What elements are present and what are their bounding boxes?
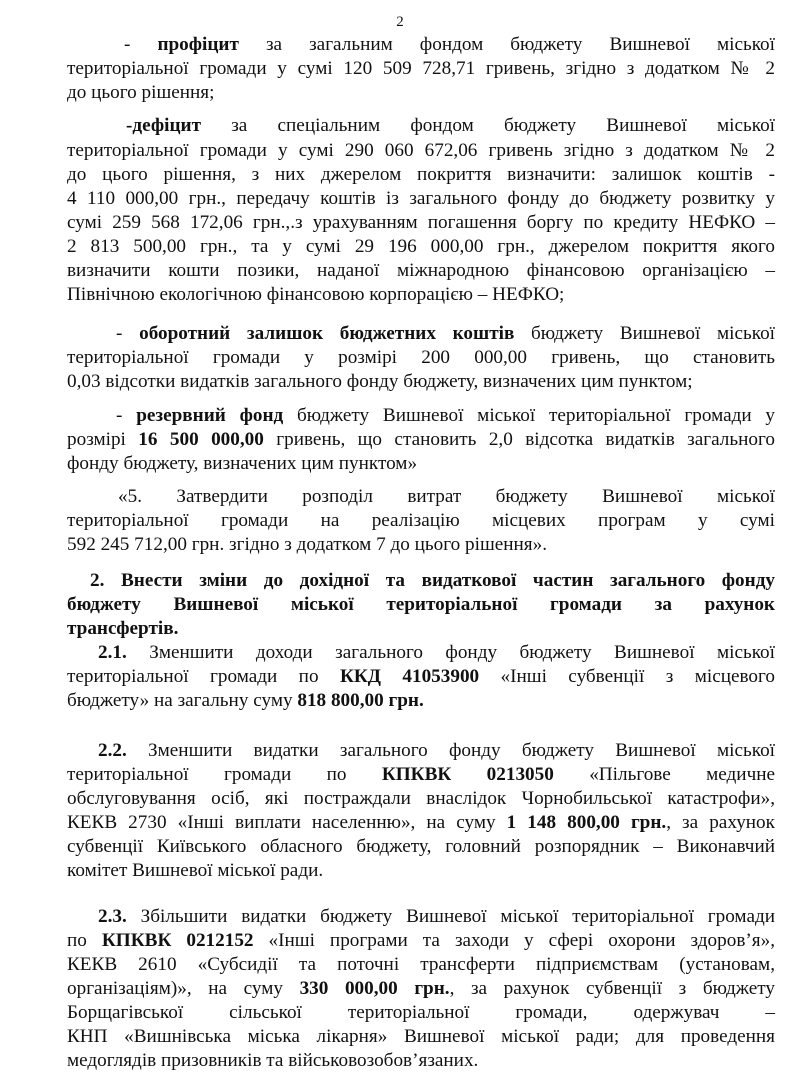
amount: 1 148 800,00 грн.: [506, 812, 667, 833]
text: , за рахунок субвенції з бюджету: [449, 978, 775, 999]
paragraph-programs-line-2: територіальної громади на реалізацію місцевих програм у сумі: [67, 510, 775, 531]
text: розмірі: [67, 429, 139, 450]
paragraph-deficit-line-3: до цього рішення, з них джерелом покриття визначити: залишок коштів -: [67, 164, 775, 185]
dash: -: [116, 405, 137, 426]
term-surplus: профіцит: [157, 34, 239, 55]
paragraph-programs-line-3: 592 245 712,00 грн. згідно з додатком 7 до цього рішення».: [67, 534, 548, 555]
paragraph-deficit-line-8: Північною екологічною фінансовою корпорацією – НЕФКО;: [67, 284, 565, 305]
term-working-balance: оборотний залишок бюджетних коштів: [139, 323, 515, 344]
section-2-2-line-6: комітет Вишневої міської ради.: [67, 860, 324, 881]
text: за загальним фондом бюджету Вишневої міської: [238, 34, 775, 55]
text: бюджету Вишневої міської: [514, 323, 776, 344]
amount: 818 800,00 грн.: [297, 690, 424, 711]
paragraph-deficit-line-2: територіальної громади у сумі 290 060 672,06 гривень згідно з додатком № 2: [67, 140, 775, 161]
section-2-3-line-5: Борщагівської сільської територіальної громади, одержувач –: [67, 1002, 775, 1023]
dash: -: [116, 323, 140, 344]
program-code: КПКВК 0213050: [381, 764, 554, 785]
text: за спеціальним фондом бюджету Вишневої міської: [201, 115, 775, 136]
paragraph-reserve-fund-line-2: [67, 428, 775, 452]
text: організаціям)», на суму: [67, 978, 300, 999]
section-2-3-line-6: КНП «Вишнівська міська лікарня» Вишневої міської ради; для проведення: [67, 1026, 775, 1047]
section-2-1-line-2: [67, 665, 775, 689]
section-number: 2.3.: [98, 906, 127, 927]
text: «Пільгове медичне: [553, 764, 776, 785]
text: Збільшити видатки бюджету Вишневої міської територіальної громади: [126, 906, 775, 927]
paragraph-working-balance-line-1: [116, 322, 775, 346]
paragraph-surplus-line-1: [124, 33, 775, 57]
section-number: 2.1.: [98, 642, 127, 663]
section-2-3-line-2: [67, 929, 775, 953]
text: КЕКВ 2730 «Інші виплати населенню», на суму: [67, 812, 507, 833]
section-2-3-line-4: [67, 977, 775, 1001]
paragraph-deficit-line-4: 4 110 000,00 грн., передачу коштів із загального фонду до бюджету розвитку у: [67, 188, 775, 209]
paragraph-reserve-fund-line-3: фонду бюджету, визначених цим пунктом»: [67, 453, 418, 474]
text: «Інші програми та заходи у сфері охорони здоров’я»,: [253, 930, 775, 951]
section-2-heading-line-2: бюджету Вишневої міської територіальної громади за рахунок: [67, 594, 775, 615]
section-2-2-line-4: [67, 811, 775, 835]
section-2-2-line-5: субвенції Київського обласного бюджету, головний розпорядник – Виконавчий: [67, 836, 775, 857]
dash: -: [124, 34, 158, 55]
text: територіальної громади по: [67, 764, 382, 785]
section-2-heading-line-3: трансфертів.: [67, 618, 179, 639]
paragraph-deficit-line-6: 2 813 500,00 грн., та у сумі 29 196 000,00 грн., джерелом покриття якого: [67, 236, 775, 257]
section-2-3-line-7: медоглядів призовників та військовозобов’язаних.: [67, 1050, 479, 1071]
income-code: ККД 41053900: [339, 666, 480, 687]
section-2-2-line-1: [98, 739, 775, 763]
section-2-1-line-3: [67, 689, 775, 713]
program-code: КПКВК 0212152: [101, 930, 254, 951]
section-2-2-line-3: обслуговування осіб, які постраждали внаслідок Чорнобильської катастрофи»,: [67, 788, 775, 809]
section-2-1-line-1: [98, 641, 775, 665]
section-2-heading-line-1: 2. Внести зміни до дохідної та видаткової частин загального фонду: [90, 570, 775, 591]
text: Зменшити доходи загального фонду бюджету Вишневої міської: [126, 642, 775, 663]
page-number: 2: [396, 14, 404, 30]
reserve-amount: 16 500 000,00: [138, 429, 264, 450]
paragraph-deficit-line-5: сумі 259 568 172,06 грн.,.з урахуванням погашення боргу по кредиту НЕФКО –: [67, 212, 775, 233]
paragraph-reserve-fund-line-1: [116, 404, 775, 428]
amount: 330 000,00 грн.: [299, 978, 450, 999]
paragraph-deficit-line-7: визначити кошти позики, наданої міжнародною фінансовою організацією –: [67, 260, 775, 281]
text: по: [67, 930, 102, 951]
text: бюджету Вишневої міської територіальної громади у: [283, 405, 775, 426]
text: територіальної громади по: [67, 666, 340, 687]
paragraph-working-balance-line-3: 0,03 відсотки видатків загального фонду бюджету, визначених цим пунктом;: [67, 371, 693, 392]
section-2-2-line-2: [67, 763, 775, 787]
paragraph-surplus-line-3: до цього рішення;: [67, 82, 215, 103]
paragraph-programs-line-1: «5. Затвердити розподіл витрат бюджету Вишневої міської: [118, 486, 775, 507]
term-reserve-fund: резервний фонд: [136, 405, 284, 426]
section-number: 2.2.: [98, 740, 127, 761]
paragraph-working-balance-line-2: територіальної громади у розмірі 200 000,00 гривень, що становить: [67, 347, 775, 368]
text: , за рахунок: [666, 812, 775, 833]
text: бюджету» на загальну суму: [67, 690, 298, 711]
text: гривень, що становить 2,0 відсотка видатків загального: [263, 429, 775, 450]
paragraph-deficit-line-1: [126, 114, 775, 138]
term-deficit: -дефіцит: [126, 115, 201, 136]
section-2-3-line-1: [98, 905, 775, 929]
text: Зменшити видатки загального фонду бюджету Вишневої міської: [126, 740, 775, 761]
paragraph-surplus-line-2: територіальної громади у сумі 120 509 728,71 гривень, згідно з додатком № 2: [67, 58, 775, 79]
text: «Інші субвенції з місцевого: [479, 666, 776, 687]
section-2-3-line-3: КЕКВ 2610 «Субсидії та поточні трансферти підприємствам (установам,: [67, 954, 775, 975]
